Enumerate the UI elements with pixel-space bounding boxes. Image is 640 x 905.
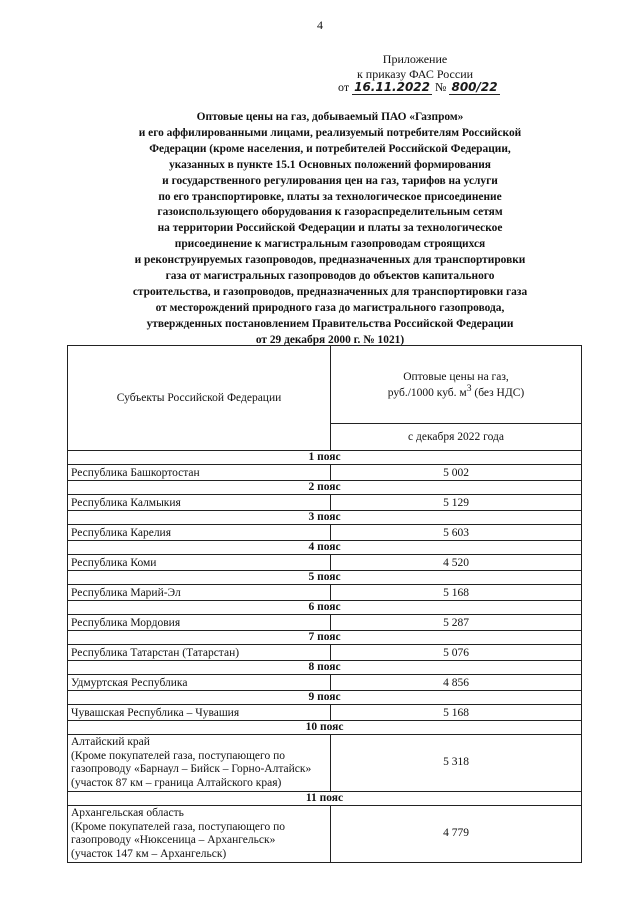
region-line: (Кроме покупателей газа, поступающего по — [71, 749, 285, 762]
title-line: газоиспользующего оборудования к газораспределительным сетям — [157, 206, 503, 219]
page-number: 4 — [317, 18, 323, 32]
title-line: строительства, и газопроводов, предназначенных для транспортировки газа — [132, 285, 528, 298]
zone-row — [68, 601, 582, 615]
order-date-number — [338, 80, 500, 95]
table-row — [68, 806, 582, 863]
region-cell: Чувашская Республика – Чувашия — [68, 705, 331, 721]
title-line: от месторождений природного газа до магистрального газопровода, — [155, 301, 505, 314]
zone-label: 5 пояс — [68, 571, 582, 585]
zone-label: 1 пояс — [68, 451, 582, 465]
table-row — [68, 465, 582, 481]
price-cell: 4 856 — [331, 675, 582, 691]
document-title — [60, 110, 600, 349]
title-line: и его аффилированными лицами, реализуемый потребителям Российской — [138, 126, 522, 139]
price-header-sup: 3 — [466, 382, 472, 394]
zone-row — [68, 511, 582, 525]
zone-label: 6 пояс — [68, 601, 582, 615]
table-header-row — [68, 346, 582, 424]
zone-row — [68, 792, 582, 806]
zone-row — [68, 541, 582, 555]
zone-label: 4 пояс — [68, 541, 582, 555]
zone-row — [68, 631, 582, 645]
table-row — [68, 705, 582, 721]
region-cell — [68, 735, 331, 792]
region-line: Алтайский край — [71, 736, 150, 748]
appendix-header — [330, 52, 500, 82]
region-cell: Республика Калмыкия — [68, 495, 331, 511]
title-line: на территории Российской Федерации и платы за технологическое — [157, 222, 503, 235]
title-line: газа от магистральных газопроводов до объектов капитального — [165, 270, 495, 283]
zone-label: 9 пояс — [68, 691, 582, 705]
region-line: газопроводу «Нюксеница – Архангельск» — [71, 834, 276, 846]
zone-row — [68, 721, 582, 735]
order-date-handwritten: 16.11.2022 — [354, 80, 431, 94]
title-line: присоединение к магистральным газопроводам строящихся — [174, 238, 486, 251]
price-header-vat: (без НДС) — [471, 386, 525, 399]
table-row — [68, 525, 582, 541]
title-line: указанных в пункте 15.1 Основных положений формирования — [169, 158, 491, 171]
table-row — [68, 615, 582, 631]
region-cell: Республика Татарстан (Татарстан) — [68, 645, 331, 661]
region-line: газопроводу «Барнаул – Бийск – Горно-Алтайск» — [71, 763, 312, 775]
price-cell: 5 603 — [331, 525, 582, 541]
region-cell: Республика Мордовия — [68, 615, 331, 631]
region-cell: Удмуртская Республика — [68, 675, 331, 691]
table-row — [68, 585, 582, 601]
prices-table — [67, 345, 582, 863]
region-line: Архангельская область — [71, 807, 184, 819]
zone-row — [68, 451, 582, 465]
title-line: по его транспортировке, платы за технологическое присоединение — [158, 190, 502, 203]
price-cell: 5 002 — [331, 465, 582, 481]
zone-row — [68, 571, 582, 585]
zone-row — [68, 481, 582, 495]
column-header-regions: Субъекты Российской Федерации — [68, 346, 331, 451]
zone-label: 3 пояс — [68, 511, 582, 525]
region-line: (участок 87 км – граница Алтайского края) — [71, 776, 282, 789]
zone-label: 7 пояс — [68, 631, 582, 645]
table-row — [68, 675, 582, 691]
zone-label: 11 пояс — [68, 792, 582, 806]
region-cell: Республика Башкортостан — [68, 465, 331, 481]
region-line: (участок 147 км – Архангельск) — [71, 847, 227, 860]
price-cell: 5 129 — [331, 495, 582, 511]
price-header-unit: руб./1000 куб. м — [387, 386, 467, 399]
title-line: и государственного регулирования цен на газ, тарифов на услуги — [162, 174, 498, 187]
price-cell: 5 318 — [331, 735, 582, 792]
zone-row — [68, 691, 582, 705]
region-cell: Республика Карелия — [68, 525, 331, 541]
date-header: с декабря 2022 года — [331, 424, 582, 451]
title-line: утвержденных постановлением Правительства Российской Федерации — [146, 317, 514, 330]
price-cell: 5 168 — [331, 585, 582, 601]
price-cell: 4 779 — [331, 806, 582, 863]
zone-label: 2 пояс — [68, 481, 582, 495]
title-line: Федерации (кроме населения, и потребителей Российской Федерации, — [149, 142, 511, 155]
price-cell: 5 168 — [331, 705, 582, 721]
region-line: (Кроме покупателей газа, поступающего по — [71, 820, 285, 833]
appendix-label: Приложение — [382, 52, 448, 66]
title-line: от 29 декабря 2000 г. № 1021) — [255, 333, 405, 346]
table-row — [68, 495, 582, 511]
zone-row — [68, 661, 582, 675]
region-cell: Республика Коми — [68, 555, 331, 571]
price-cell: 5 076 — [331, 645, 582, 661]
region-cell — [68, 806, 331, 863]
table-row — [68, 645, 582, 661]
price-cell: 4 520 — [331, 555, 582, 571]
price-header-line1: Оптовые цены на газ, — [403, 370, 509, 383]
column-header-prices — [331, 346, 582, 424]
region-cell: Республика Марий-Эл — [68, 585, 331, 601]
table-row — [68, 555, 582, 571]
title-line: Оптовые цены на газ, добываемый ПАО «Газпром» — [196, 111, 464, 123]
order-from-label: от — [338, 80, 350, 94]
price-cell: 5 287 — [331, 615, 582, 631]
table-row — [68, 735, 582, 792]
appendix-order-ref: к приказу ФАС России — [356, 67, 474, 81]
order-number-handwritten: 800/22 — [451, 80, 498, 94]
zone-label: 8 пояс — [68, 661, 582, 675]
order-number-label: № — [435, 80, 447, 94]
title-line: и реконструируемых газопроводов, предназначенных для транспортировки — [134, 254, 526, 267]
zone-label: 10 пояс — [68, 721, 582, 735]
